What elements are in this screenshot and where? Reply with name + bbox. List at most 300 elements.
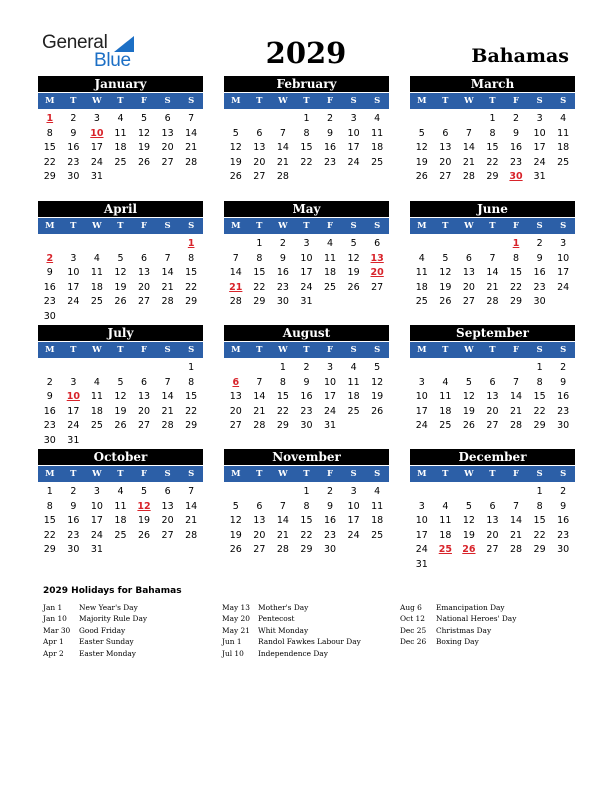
day-cell: 21 <box>509 405 523 417</box>
day-cell: 11 <box>557 127 570 139</box>
empty-cell <box>481 361 505 376</box>
day-cell: 9 <box>560 376 567 388</box>
day-cell: 6 <box>141 252 148 264</box>
day-cell: 4 <box>117 113 124 124</box>
day-cell: 7 <box>465 127 472 139</box>
day-cell: 2 <box>513 113 520 124</box>
day-cell: 17 <box>90 515 103 526</box>
day-cell: 30 <box>276 296 289 307</box>
day-cell: 10 <box>347 127 360 139</box>
day-cell: 12 <box>347 252 360 264</box>
day-cell: 14 <box>229 267 242 278</box>
weekday-label: S <box>188 221 195 231</box>
holiday-day-cell: 6 <box>232 376 240 388</box>
calendar-country: Bahamas <box>471 45 569 67</box>
day-cell: 23 <box>509 156 523 168</box>
day-cell: 27 <box>161 529 174 541</box>
weekday-label: W <box>464 96 474 106</box>
empty-cell <box>457 361 481 376</box>
day-cell: 6 <box>164 113 171 124</box>
day-cell: 16 <box>300 391 313 402</box>
day-grid <box>224 361 389 434</box>
day-cell: 30 <box>557 544 570 555</box>
empty-cell <box>434 112 458 127</box>
weekday-label: F <box>327 96 334 106</box>
holiday-name: New Year's Day <box>79 603 138 612</box>
day-cell: 19 <box>415 156 428 168</box>
day-cell: 20 <box>229 405 242 417</box>
day-cell: 22 <box>185 281 198 293</box>
weekday-header <box>410 342 575 358</box>
day-cell: 8 <box>536 500 543 512</box>
day-cell: 22 <box>43 529 56 541</box>
day-cell: 20 <box>253 529 266 541</box>
holiday-date: May 21 <box>222 625 250 635</box>
weekday-label: S <box>374 96 381 106</box>
weekday-label: T <box>117 221 124 231</box>
day-cell: 14 <box>276 515 289 526</box>
day-cell: 28 <box>229 296 242 307</box>
day-cell: 22 <box>533 529 546 541</box>
day-cell: 15 <box>276 391 289 402</box>
day-cell: 29 <box>43 544 56 555</box>
holiday-date: Dec 25 <box>400 625 427 635</box>
day-cell: 13 <box>253 142 266 153</box>
weekday-label: M <box>231 221 241 231</box>
holiday-name: Easter Monday <box>79 648 136 658</box>
weekday-label: S <box>374 345 381 355</box>
holiday-name: Pentecost <box>258 614 295 624</box>
day-cell: 12 <box>229 142 242 153</box>
month-title: September <box>410 325 575 341</box>
weekday-label: S <box>536 221 543 231</box>
month-title: June <box>410 201 575 217</box>
day-cell: 27 <box>486 544 499 555</box>
holiday-row <box>222 602 361 613</box>
day-cell: 1 <box>536 486 543 497</box>
day-cell: 5 <box>117 252 124 264</box>
day-cell: 20 <box>161 515 174 526</box>
day-cell: 30 <box>67 544 80 555</box>
day-cell: 15 <box>300 142 313 153</box>
day-cell: 21 <box>185 515 198 526</box>
day-cell: 11 <box>439 515 452 526</box>
day-cell: 5 <box>232 500 239 512</box>
empty-cell <box>132 237 156 252</box>
day-cell: 4 <box>93 252 100 264</box>
month-title: March <box>410 76 575 92</box>
day-cell: 28 <box>253 420 266 431</box>
day-cell: 26 <box>415 171 428 182</box>
day-cell: 28 <box>509 544 523 555</box>
weekday-label: M <box>231 469 241 479</box>
weekday-label: F <box>141 345 148 355</box>
weekday-label: T <box>303 96 310 106</box>
day-cell: 10 <box>67 267 80 278</box>
day-cell: 11 <box>371 127 384 139</box>
day-cell: 3 <box>350 486 357 497</box>
day-cell: 31 <box>533 171 546 182</box>
day-cell: 21 <box>276 529 289 541</box>
day-cell: 27 <box>371 281 384 293</box>
weekday-label: M <box>417 345 427 355</box>
day-cell: 28 <box>185 156 198 168</box>
weekday-label: T <box>442 469 449 479</box>
month-november <box>224 449 389 558</box>
empty-cell <box>132 361 156 376</box>
day-cell: 8 <box>46 127 53 139</box>
day-cell: 8 <box>489 127 496 139</box>
day-cell: 6 <box>141 376 148 388</box>
holiday-date: May 20 <box>222 614 250 624</box>
day-cell: 22 <box>185 405 198 417</box>
day-grid <box>410 361 575 434</box>
weekday-label: M <box>45 96 55 106</box>
day-cell: 11 <box>90 391 103 402</box>
day-cell: 9 <box>536 252 543 264</box>
day-cell: 18 <box>415 281 428 293</box>
day-cell: 2 <box>327 486 334 497</box>
day-cell: 26 <box>439 296 452 307</box>
day-cell: 27 <box>137 296 151 307</box>
weekday-label: S <box>374 221 381 231</box>
day-cell: 27 <box>439 171 452 182</box>
day-cell: 29 <box>509 296 523 307</box>
day-cell: 19 <box>114 405 127 417</box>
weekday-header <box>224 466 389 482</box>
month-december <box>410 449 575 572</box>
holiday-date: Dec 26 <box>400 637 427 647</box>
month-february <box>224 76 389 185</box>
weekday-label: T <box>303 221 310 231</box>
day-cell: 22 <box>300 529 313 541</box>
calendar-year: 2029 <box>265 36 347 70</box>
day-cell: 31 <box>300 296 313 307</box>
day-cell: 23 <box>67 156 80 168</box>
holiday-day-cell: 1 <box>187 238 195 249</box>
weekday-label: M <box>231 345 241 355</box>
day-cell: 21 <box>486 281 499 293</box>
day-cell: 1 <box>279 362 286 373</box>
day-cell: 21 <box>185 142 198 153</box>
empty-cell <box>156 361 180 376</box>
day-cell: 25 <box>439 420 452 431</box>
weekday-label: S <box>164 96 171 106</box>
day-cell: 13 <box>161 500 174 512</box>
weekday-header <box>38 218 203 234</box>
holiday-row <box>222 636 361 647</box>
day-cell: 24 <box>323 405 337 417</box>
holiday-name: National Heroes' Day <box>436 614 517 624</box>
day-cell: 23 <box>557 405 570 417</box>
day-cell: 30 <box>533 296 546 307</box>
weekday-label: T <box>117 345 124 355</box>
day-cell: 20 <box>137 281 151 293</box>
weekday-header <box>410 466 575 482</box>
day-cell: 16 <box>43 281 56 293</box>
day-cell: 2 <box>327 113 334 124</box>
empty-cell <box>62 361 86 376</box>
day-cell: 17 <box>557 267 570 278</box>
day-cell: 15 <box>486 142 499 153</box>
weekday-label: F <box>141 221 148 231</box>
day-cell: 5 <box>141 113 148 124</box>
day-cell: 29 <box>276 420 289 431</box>
day-cell: 26 <box>114 420 127 431</box>
day-cell: 9 <box>513 127 520 139</box>
empty-cell <box>62 237 86 252</box>
day-cell: 6 <box>465 252 472 264</box>
weekday-label: S <box>350 221 357 231</box>
empty-cell <box>434 361 458 376</box>
day-cell: 2 <box>536 238 543 249</box>
day-cell: 1 <box>46 486 53 497</box>
weekday-header <box>38 466 203 482</box>
day-cell: 14 <box>185 500 198 512</box>
day-cell: 25 <box>114 156 127 168</box>
day-cell: 11 <box>114 500 127 512</box>
day-cell: 24 <box>67 420 80 431</box>
day-cell: 23 <box>323 529 337 541</box>
day-cell: 10 <box>415 515 428 526</box>
day-cell: 18 <box>90 405 103 417</box>
month-title: January <box>38 76 203 92</box>
weekday-label: F <box>513 469 520 479</box>
weekday-label: F <box>513 221 520 231</box>
weekday-label: F <box>327 345 334 355</box>
month-may <box>224 201 389 310</box>
day-cell: 10 <box>300 252 313 264</box>
day-cell: 5 <box>232 127 239 139</box>
day-cell: 17 <box>347 515 360 526</box>
weekday-label: T <box>442 221 449 231</box>
weekday-label: T <box>489 96 496 106</box>
weekday-header <box>38 342 203 358</box>
weekday-header <box>224 342 389 358</box>
holiday-day-cell: 10 <box>66 391 80 402</box>
day-cell: 15 <box>43 515 56 526</box>
day-cell: 23 <box>300 405 313 417</box>
weekday-label: W <box>278 96 288 106</box>
day-cell: 21 <box>253 405 266 417</box>
day-cell: 15 <box>185 267 198 278</box>
weekday-header <box>38 93 203 109</box>
weekday-label: T <box>70 96 77 106</box>
day-cell: 11 <box>439 391 452 402</box>
day-cell: 5 <box>141 486 148 497</box>
day-cell: 22 <box>533 405 546 417</box>
holiday-date: Apr 1 <box>43 637 64 647</box>
day-cell: 16 <box>323 142 337 153</box>
day-cell: 5 <box>465 500 472 512</box>
day-cell: 6 <box>256 127 263 139</box>
day-cell: 13 <box>253 515 266 526</box>
day-cell: 2 <box>70 113 77 124</box>
day-cell: 20 <box>486 529 499 541</box>
day-cell: 23 <box>43 296 56 307</box>
day-grid <box>410 237 575 310</box>
weekday-label: T <box>70 221 77 231</box>
weekday-label: S <box>560 345 567 355</box>
day-cell: 15 <box>253 267 266 278</box>
day-cell: 27 <box>229 420 242 431</box>
day-cell: 6 <box>164 486 171 497</box>
day-cell: 16 <box>67 142 80 153</box>
weekday-label: T <box>256 221 263 231</box>
day-cell: 17 <box>300 267 313 278</box>
day-cell: 9 <box>303 376 310 388</box>
day-cell: 1 <box>536 362 543 373</box>
weekday-label: W <box>92 96 102 106</box>
holiday-column <box>43 602 147 659</box>
day-cell: 16 <box>323 515 337 526</box>
holiday-row <box>43 602 147 613</box>
day-cell: 5 <box>442 252 449 264</box>
day-cell: 25 <box>114 529 127 541</box>
day-cell: 9 <box>70 500 77 512</box>
weekday-label: T <box>256 96 263 106</box>
weekday-label: T <box>303 345 310 355</box>
day-cell: 17 <box>415 405 428 417</box>
day-cell: 30 <box>300 420 313 431</box>
day-cell: 12 <box>439 267 452 278</box>
day-cell: 24 <box>347 156 360 168</box>
day-cell: 6 <box>442 127 449 139</box>
day-cell: 3 <box>350 113 357 124</box>
day-cell: 24 <box>415 544 428 555</box>
holiday-name: Easter Sunday <box>79 637 134 647</box>
day-cell: 11 <box>415 267 428 278</box>
brand-general-text: General <box>42 32 108 53</box>
weekday-label: T <box>117 96 124 106</box>
empty-cell <box>457 485 481 500</box>
day-cell: 1 <box>188 362 195 373</box>
empty-cell <box>38 361 62 376</box>
weekday-label: T <box>442 96 449 106</box>
day-cell: 25 <box>90 296 103 307</box>
holiday-date: Oct 12 <box>400 614 425 624</box>
weekday-label: T <box>489 469 496 479</box>
empty-cell <box>271 485 295 500</box>
holiday-row <box>400 636 516 647</box>
day-cell: 17 <box>347 142 360 153</box>
day-cell: 12 <box>371 376 384 388</box>
weekday-label: T <box>117 469 124 479</box>
day-cell: 8 <box>46 500 53 512</box>
day-cell: 13 <box>137 391 151 402</box>
day-cell: 19 <box>347 267 360 278</box>
day-cell: 7 <box>164 376 171 388</box>
day-cell: 9 <box>327 500 334 512</box>
day-cell: 30 <box>43 310 56 322</box>
month-march <box>410 76 575 185</box>
empty-cell <box>224 112 248 127</box>
day-cell: 21 <box>462 156 475 168</box>
day-cell: 30 <box>43 434 56 446</box>
day-cell: 19 <box>114 281 127 293</box>
weekday-label: S <box>350 345 357 355</box>
day-cell: 15 <box>533 391 546 402</box>
day-cell: 27 <box>462 296 475 307</box>
day-cell: 14 <box>161 391 174 402</box>
holiday-date: Jun 1 <box>222 637 242 647</box>
day-cell: 1 <box>256 238 263 249</box>
day-cell: 8 <box>513 252 520 264</box>
day-cell: 28 <box>509 420 523 431</box>
month-january <box>38 76 203 185</box>
day-cell: 16 <box>533 267 546 278</box>
month-title: July <box>38 325 203 341</box>
day-cell: 26 <box>114 296 127 307</box>
weekday-label: S <box>536 96 543 106</box>
holiday-day-cell: 20 <box>370 267 384 278</box>
day-cell: 28 <box>185 529 198 541</box>
day-cell: 19 <box>371 391 384 402</box>
day-cell: 9 <box>70 127 77 139</box>
day-cell: 18 <box>439 529 452 541</box>
holiday-day-cell: 30 <box>509 171 523 182</box>
day-cell: 29 <box>185 420 198 431</box>
holiday-date: Jan 1 <box>43 603 63 612</box>
day-cell: 18 <box>114 142 127 153</box>
day-cell: 10 <box>90 500 103 512</box>
empty-cell <box>410 485 434 500</box>
day-cell: 16 <box>276 267 289 278</box>
day-cell: 26 <box>229 171 242 182</box>
day-cell: 17 <box>415 529 428 541</box>
day-cell: 20 <box>462 281 475 293</box>
day-cell: 1 <box>489 113 496 124</box>
holiday-column <box>222 602 361 659</box>
month-title: February <box>224 76 389 92</box>
weekday-label: T <box>303 469 310 479</box>
day-cell: 11 <box>114 127 127 139</box>
weekday-label: T <box>489 345 496 355</box>
brand-blue-text: Blue <box>94 50 131 71</box>
weekday-label: S <box>350 96 357 106</box>
day-cell: 9 <box>279 252 286 264</box>
weekday-label: M <box>417 469 427 479</box>
day-cell: 24 <box>533 156 546 168</box>
day-cell: 7 <box>164 252 171 264</box>
day-cell: 15 <box>185 391 198 402</box>
day-cell: 3 <box>93 486 100 497</box>
empty-cell <box>109 237 133 252</box>
day-cell: 10 <box>557 252 570 264</box>
day-cell: 15 <box>533 515 546 526</box>
holiday-name: Randol Fawkes Labour Day <box>258 637 361 647</box>
month-title: April <box>38 201 203 217</box>
day-cell: 26 <box>462 420 475 431</box>
day-cell: 14 <box>161 267 174 278</box>
day-cell: 7 <box>279 127 286 139</box>
day-cell: 20 <box>486 405 499 417</box>
holiday-day-cell: 10 <box>90 127 104 139</box>
day-cell: 24 <box>300 281 313 293</box>
day-cell: 2 <box>46 376 53 388</box>
day-cell: 29 <box>185 296 198 307</box>
day-cell: 4 <box>442 376 449 388</box>
holiday-row <box>400 613 516 624</box>
day-grid <box>224 112 389 185</box>
weekday-label: M <box>231 96 241 106</box>
day-cell: 31 <box>90 544 103 555</box>
day-cell: 21 <box>161 281 174 293</box>
holiday-name: Whit Monday <box>258 625 309 635</box>
weekday-label: T <box>256 469 263 479</box>
weekday-header <box>224 218 389 234</box>
day-cell: 4 <box>93 376 100 388</box>
